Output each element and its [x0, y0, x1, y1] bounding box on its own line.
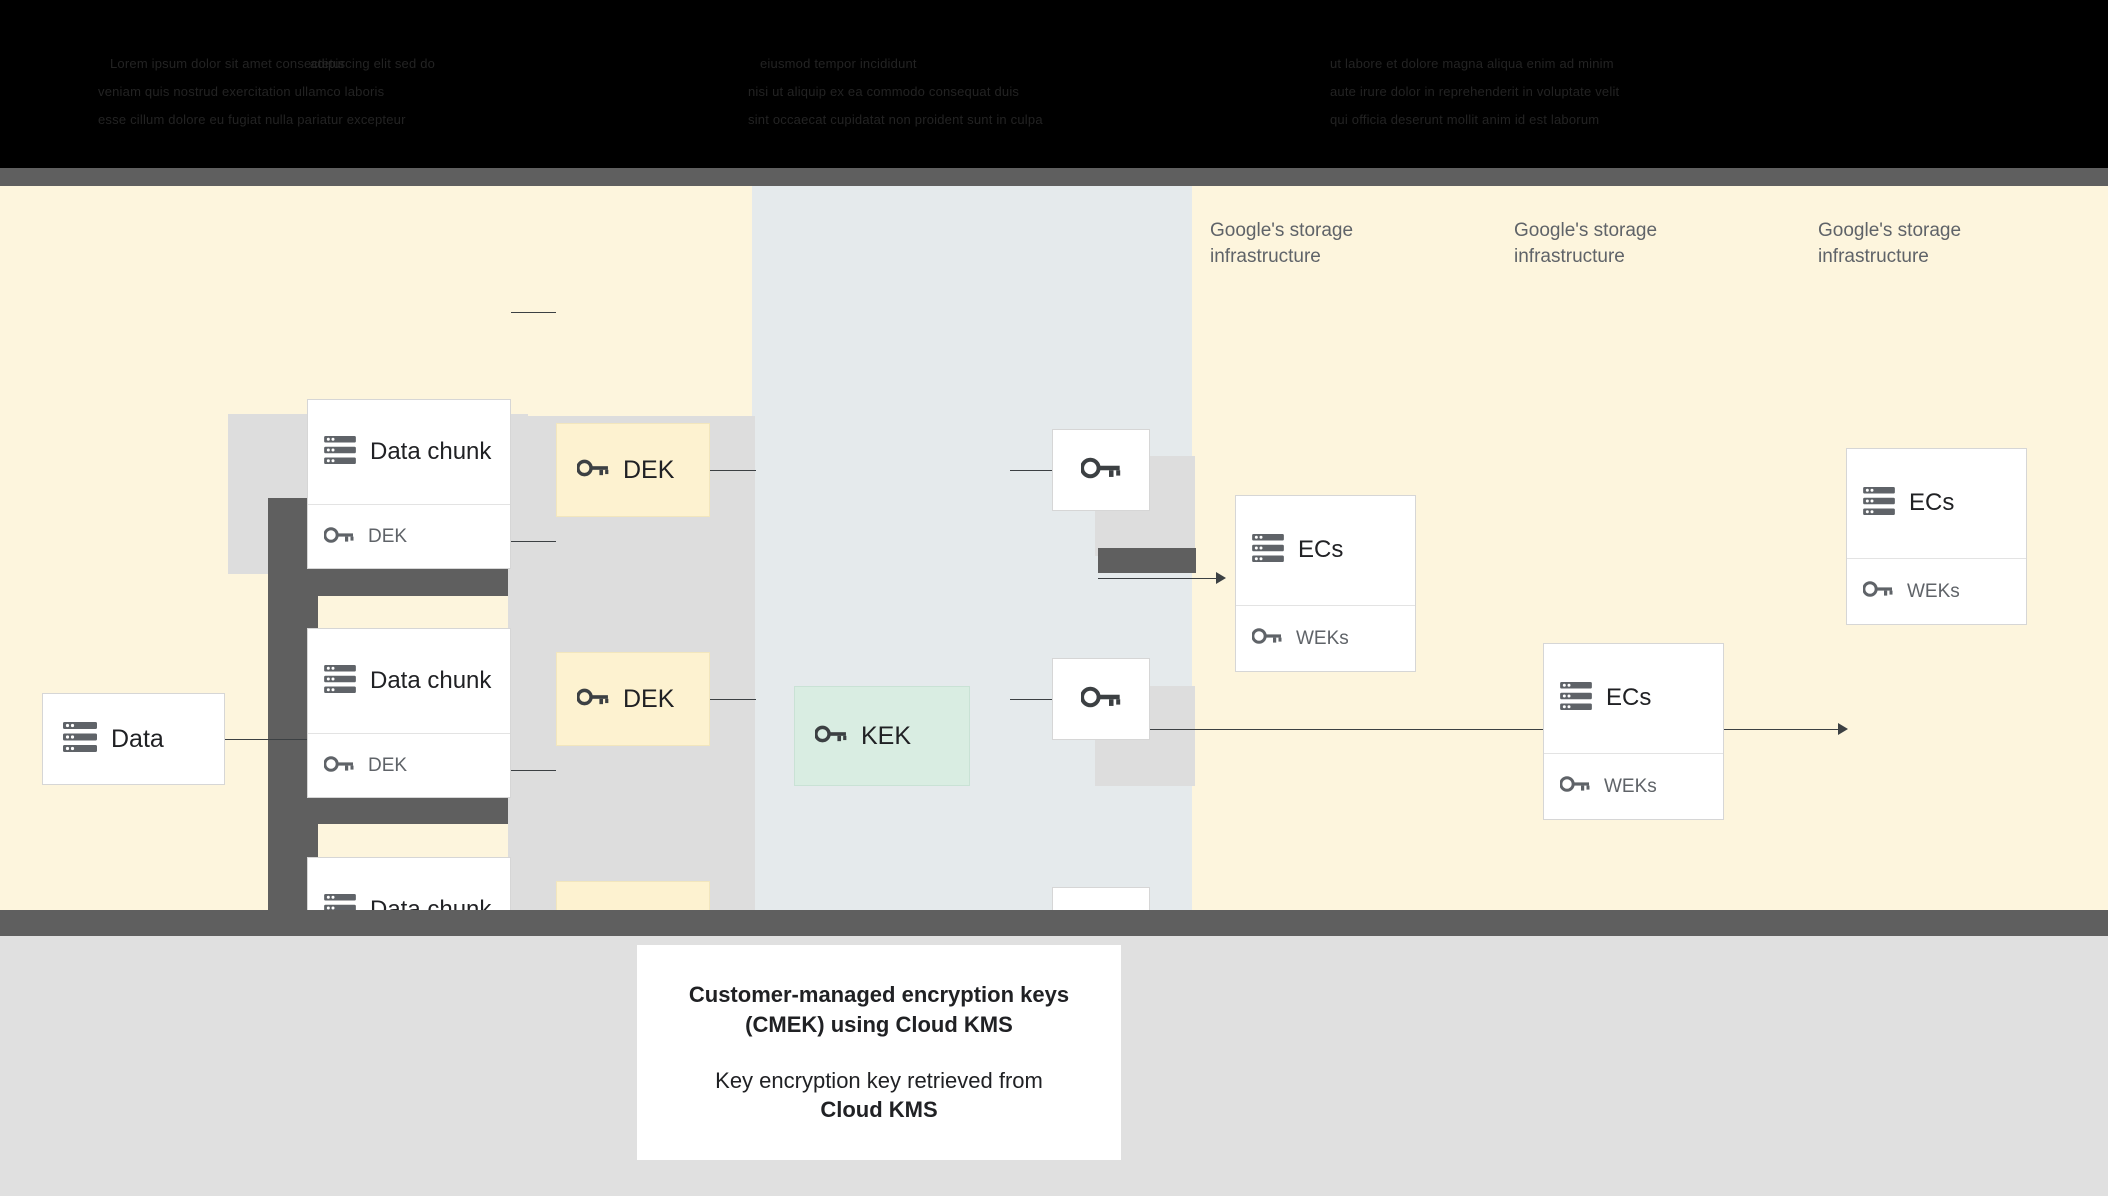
- wrapped-key-card: [1052, 429, 1150, 511]
- ec-card: [1543, 643, 1724, 820]
- ec-card-weks-label: WEKs: [1907, 580, 1960, 602]
- data-chunk-label: Data chunk: [370, 437, 492, 465]
- footer-title: [689, 980, 1069, 1039]
- key-icon: [1863, 580, 1893, 603]
- faint-text: Lorem ipsum dolor sit amet consectetur: [110, 56, 346, 71]
- connector-line: [511, 770, 556, 771]
- key-icon: [1560, 775, 1590, 798]
- connector-line: [511, 312, 556, 313]
- stack-icon: [1560, 682, 1592, 715]
- dek-card: [556, 423, 710, 517]
- footer-title-line1: Customer-managed encryption keys: [688, 982, 1070, 1008]
- connector-line: [1010, 699, 1052, 700]
- data-card: [42, 693, 225, 785]
- data-chunk-card: [307, 628, 511, 798]
- key-icon: [815, 724, 847, 749]
- footer-body: [715, 1066, 1043, 1125]
- faint-text: qui officia deserunt mollit anim id est laborum: [1330, 112, 1600, 127]
- stack-icon: [1863, 487, 1895, 520]
- faint-text: eiusmod tempor incididunt: [760, 56, 917, 71]
- arrow-head: [1838, 723, 1848, 735]
- stack-icon: [324, 665, 356, 698]
- footer-caption-card: [637, 945, 1121, 1160]
- ec-card-weks-label: WEKs: [1604, 775, 1657, 797]
- faint-text: adipiscing elit sed do: [310, 56, 436, 71]
- faint-text: veniam quis nostrud exercitation ullamco laboris: [98, 84, 385, 99]
- encryption-flow-diagram: [0, 186, 2108, 910]
- faint-text: esse cillum dolore eu fugiat nulla pariatur excepteur: [98, 112, 406, 127]
- kek-label: KEK: [861, 722, 912, 750]
- faint-text: ut labore et dolore magna aliqua enim ad minim: [1330, 56, 1614, 71]
- data-card-label: Data: [111, 725, 164, 753]
- dek-label: DEK: [623, 685, 675, 713]
- faint-text: sint occaecat cupidatat non proident sunt in culpa: [748, 112, 1043, 127]
- top-black-bar: [0, 0, 2108, 168]
- connector-line: [1098, 578, 1218, 579]
- faint-text: nisi ut aliquip ex ea commodo consequat duis: [748, 84, 1020, 99]
- footer-body-line1: Key encryption key retrieved from: [715, 1067, 1043, 1093]
- ec-card-weks-label: WEKs: [1296, 627, 1349, 649]
- connector-line: [225, 739, 307, 740]
- storage-infrastructure-label: Google's storage infrastructure: [1818, 220, 1962, 267]
- ec-card-label: ECs: [1909, 488, 1955, 516]
- footer-body-line2: Cloud KMS: [820, 1097, 938, 1123]
- key-icon: [577, 458, 609, 483]
- connector-line: [1010, 470, 1052, 471]
- ec-card-label: ECs: [1606, 683, 1652, 711]
- ec-card: [1235, 495, 1416, 672]
- key-icon: [1252, 627, 1282, 650]
- dek-label: DEK: [623, 456, 675, 484]
- key-icon: [1081, 685, 1121, 714]
- connector-line: [511, 541, 556, 542]
- key-icon: [1081, 456, 1121, 485]
- bottom-grey-divider: [0, 910, 2108, 936]
- stack-icon: [1252, 534, 1284, 567]
- top-grey-divider: [0, 168, 2108, 186]
- arrow-head: [1216, 572, 1226, 584]
- ec-card-label: ECs: [1298, 535, 1344, 563]
- data-chunk-dek-label: DEK: [368, 755, 408, 777]
- data-chunk-label: Data chunk: [370, 666, 492, 694]
- key-icon: [324, 755, 354, 778]
- storage-infrastructure-label: Google's storage infrastructure: [1514, 220, 1658, 267]
- key-icon: [324, 526, 354, 549]
- connector-line: [710, 699, 756, 700]
- wrapped-key-card: [1052, 658, 1150, 740]
- kek-card: [794, 686, 970, 786]
- ec-card: [1846, 448, 2027, 625]
- faint-text: aute irure dolor in reprehenderit in voluptate velit: [1330, 84, 1620, 99]
- connector-line: [1150, 729, 1840, 730]
- footer-title-line2: (CMEK) using Cloud KMS: [745, 1011, 1013, 1037]
- stack-icon: [324, 436, 356, 469]
- storage-infrastructure-label: Google's storage infrastructure: [1210, 220, 1354, 267]
- key-icon: [577, 687, 609, 712]
- data-chunk-card: [307, 399, 511, 569]
- stack-icon: [63, 722, 97, 757]
- dark-backing-block: [1098, 548, 1196, 573]
- dek-card: [556, 652, 710, 746]
- connector-line: [710, 470, 756, 471]
- data-chunk-dek-label: DEK: [368, 526, 408, 548]
